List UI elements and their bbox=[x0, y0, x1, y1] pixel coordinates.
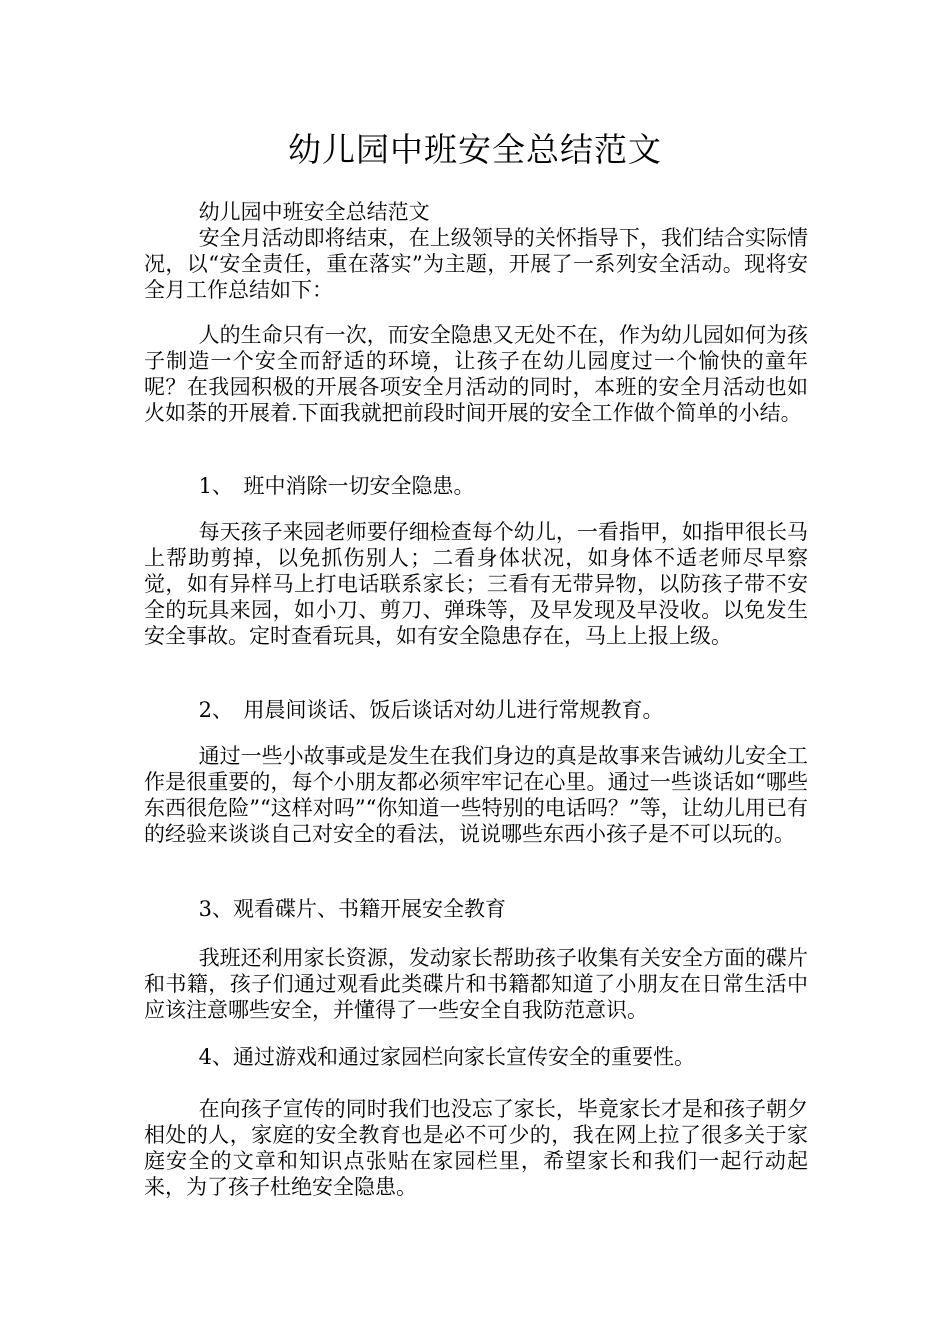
paragraph-discs-books: 我班还利用家长资源，发动家长帮助孩子收集有关安全方面的碟片和书籍，孩子们通过观看此类碟片和书籍都知道了小朋友在日常生活中应该注意哪些安全，并懂得了一些安全自我防范意识。 bbox=[144, 946, 808, 1022]
paragraph-daily-check: 每天孩子来园老师要仔细检查每个幼儿，一看指甲，如指甲很长马上帮助剪掉，以免抓伤别人；二看身体状况，如身体不适老师尽早察觉，如有异样马上打电话联系家长；三看有无带异物，以防孩子带不安全的玩具来园，如小刀、剪刀、弹珠等，及早发现及早没收。以免发生安全事故。定时查看玩具，如有安全隐患存在，马上上报上级。 bbox=[144, 520, 808, 648]
section-heading-1: 1、 班中消除一切安全隐患。 bbox=[198, 474, 475, 498]
paragraph-stories: 通过一些小故事或是发生在我们身边的真是故事来告诫幼儿安全工作是很重要的，每个小朋友都必须牢牢记在心里。通过一些谈话如“哪些东西很危险”“这样对吗”“你知道一些特别的电话吗？”等，让幼儿用已有的经验来谈谈自己对安全的看法，说说哪些东西小孩子是不可以玩的。 bbox=[144, 744, 808, 846]
section-heading-4: 4、通过游戏和通过家园栏向家长宣传安全的重要性。 bbox=[198, 1045, 695, 1069]
document-subtitle: 幼儿园中班安全总结范文 bbox=[198, 200, 430, 224]
section-heading-3: 3、观看碟片、书籍开展安全教育 bbox=[198, 897, 506, 921]
paragraph-life-safety: 人的生命只有一次，而安全隐患又无处不在，作为幼儿园如何为孩子制造一个安全而舒适的环境，让孩子在幼儿园度过一个愉快的童年呢？在我园积极的开展各项安全月活动的同时，本班的安全月活动也如火如荼的开展着.下面我就把前段时间开展的安全工作做个简单的小结。 bbox=[144, 323, 808, 425]
document-title: 幼儿园中班安全总结范文 bbox=[288, 130, 662, 169]
paragraph-intro: 安全月活动即将结束，在上级领导的关怀指导下，我们结合实际情况，以“安全责任，重在落实”为主题，开展了一系列安全活动。现将安全月工作总结如下： bbox=[144, 226, 808, 302]
paragraph-parents: 在向孩子宣传的同时我们也没忘了家长，毕竟家长才是和孩子朝夕相处的人，家庭的安全教育也是必不可少的，我在网上拉了很多关于家庭安全的文章和知识点张贴在家园栏里，希望家长和我们一起行动起来，为了孩子杜绝安全隐患。 bbox=[144, 1097, 808, 1199]
section-heading-2: 2、 用晨间谈话、饭后谈话对幼儿进行常规教育。 bbox=[198, 698, 664, 722]
